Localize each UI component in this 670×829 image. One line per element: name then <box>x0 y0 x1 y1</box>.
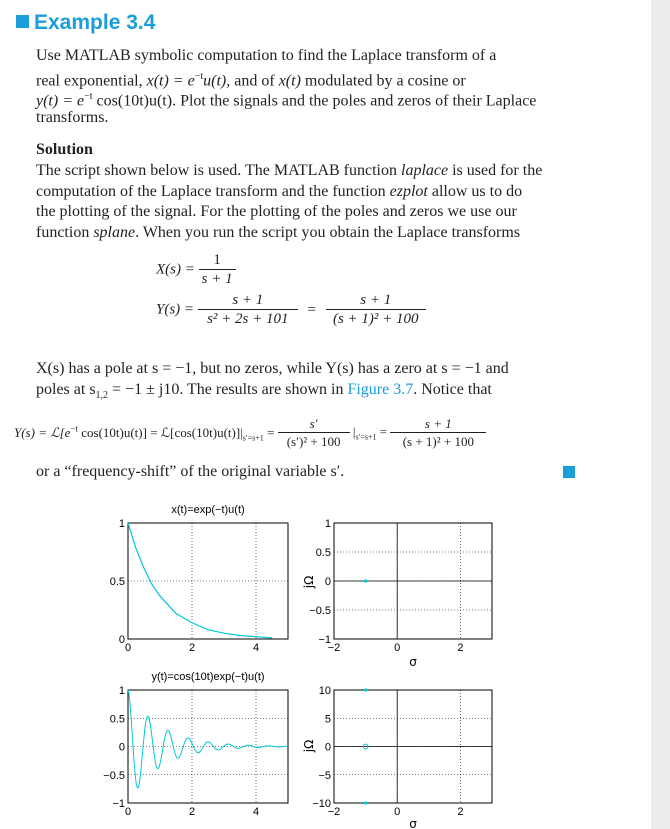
plot3-x-tick-label: 0 <box>124 806 132 818</box>
plot1-y-tick-label: 0 <box>118 634 125 646</box>
plot3-title: y(t)=cos(10t)exp(−t)u(t) <box>151 671 265 683</box>
plot2-axes <box>302 518 492 669</box>
equation-Y: Y(s) = $\frac{s + 1}{\text{s² + 2s + 101}}$ = $\frac{s + 1}{\text{(s + 1)² + 100}}$ <box>156 292 426 328</box>
plot2-y-tick-label: 0.5 <box>315 547 331 559</box>
plot4-y-tick-label: 0 <box>324 741 331 754</box>
plot1-x-tick-label: 0 <box>124 642 132 654</box>
solution-text: The script shown below is used. The MATLAB function laplace is used for the computation of the Laplace transform and the function ezplot allow us to do the plotting of the signal. For the plotting of the poles and zeros we use our function splane. When you run the script you obtain the Laplace transforms <box>36 162 543 241</box>
plot2-y-tick-label: −1 <box>318 634 331 646</box>
plot4-x-tick-label: −2 <box>327 806 341 818</box>
plot4-pole-marker <box>364 688 367 691</box>
plot3-y-tick-label: −0.5 <box>103 769 125 782</box>
example-statement: Use MATLAB symbolic computation to find the Laplace transform of a real exponential, $x(t) = e^{-t}u(t)$, and of x(t) modulated by a cosine or $y(t) = e^{-t}$ cos(10t)u(t). Plot the signals and the poles and zeros of their Laplace transforms. <box>36 47 537 126</box>
plot4-xlabel: σ <box>409 817 417 829</box>
plot1-y-tick-label: 1 <box>118 518 125 530</box>
plot1-x-tick-label: 4 <box>252 642 260 654</box>
plot4-y-tick-label: −5 <box>318 769 331 782</box>
plot3-x-tick-label: 4 <box>252 806 260 818</box>
plot3-x-tick-label: 2 <box>188 806 196 818</box>
plot1-y-tick-label: 0.5 <box>109 576 125 588</box>
plot2-ylabel: jΩ <box>302 575 316 589</box>
plot4-x-tick-label: 0 <box>394 806 401 818</box>
plot4-pole-marker <box>364 801 367 804</box>
plot2-x-tick-label: 0 <box>394 642 401 654</box>
plot2-xlabel: σ <box>409 655 417 669</box>
plot4-y-tick-label: −10 <box>312 798 331 810</box>
equation-X: X(s) = $\frac{1}{s + 1}$ <box>156 252 236 288</box>
equation-frequency-shift: $Y(s) = ℒ[e^{-t}$ $\cos(10t)u(t)] = ℒ[\cos(10t)u(t)]|_{s'=s+1}$ = $\frac{s'}{\text{(s′)² + 100}}$ $|_{s'=s+1}$ = $\frac{s + 1}{\text{(s + 1)² + 100}}$ <box>14 415 486 451</box>
plot3-y-tick-label: 0.5 <box>109 713 125 726</box>
plot2-x-tick-label: 2 <box>457 642 464 654</box>
plot4-y-tick-label: 10 <box>318 685 331 697</box>
plot3-axes <box>103 685 288 818</box>
closing-text: or a “frequency-shift” of the original variable s′. <box>36 463 345 480</box>
figure-link[interactable]: Figure 3.7 <box>347 380 414 398</box>
plot1-axes <box>110 518 288 654</box>
plot1-title: x(t)=exp(−t)u(t) <box>171 504 245 516</box>
plot4-ylabel: jΩ <box>302 739 316 753</box>
plot1-x-tick-label: 2 <box>188 642 196 654</box>
plot2-y-tick-label: 0 <box>324 576 331 588</box>
plot3-y-tick-label: −1 <box>112 798 125 810</box>
plot4-y-tick-label: 5 <box>324 713 331 726</box>
plot4-axes <box>302 685 492 829</box>
plot2-pole-marker <box>364 579 367 582</box>
solution-title: Solution <box>36 141 93 158</box>
result-text: X(s) has a pole at s = −1, but no zeros, while Y(s) has a zero at s = −1 and poles at $s_{1,2} = -1 \pm j10$. The results are shown in Figure 3.7. Notice that <box>36 360 509 401</box>
plot2-x-tick-label: −2 <box>327 642 341 654</box>
plot2-y-tick-label: −0.5 <box>309 605 331 617</box>
plot2-y-tick-label: 1 <box>324 518 331 530</box>
plot3-y-tick-label: 0 <box>118 741 125 754</box>
plot3-y-tick-label: 1 <box>118 685 125 697</box>
plot4-x-tick-label: 2 <box>457 806 464 818</box>
example-heading: Example 3.4 <box>16 9 155 37</box>
